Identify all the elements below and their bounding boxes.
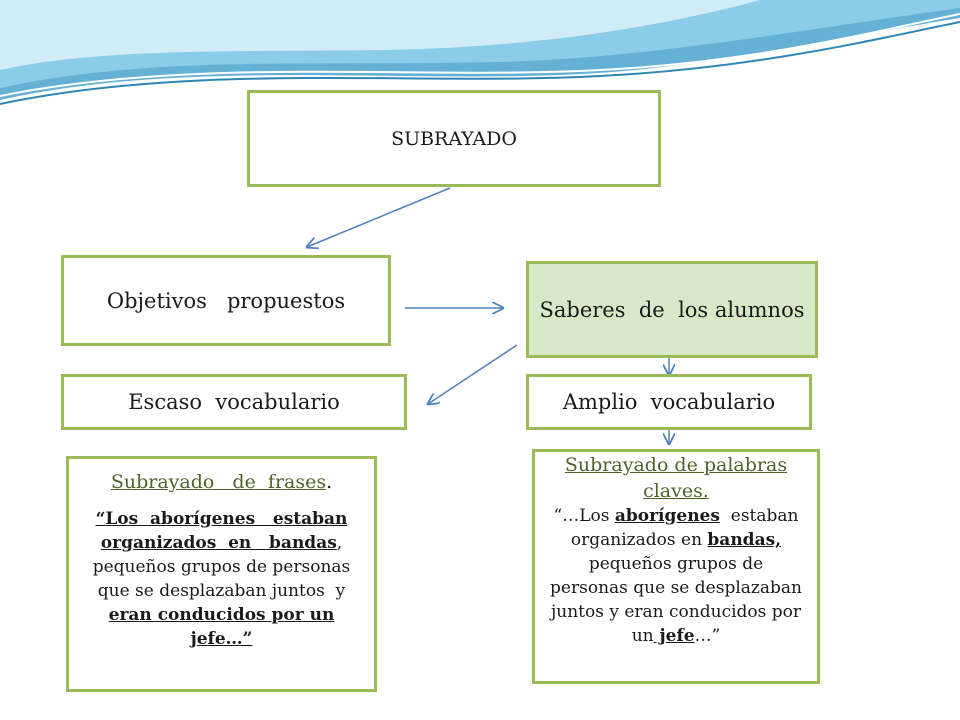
node-subrayado-label: SUBRAYADO — [391, 127, 517, 150]
claves-heading-1: Subrayado de palabras — [564, 454, 788, 476]
node-broad-label: Amplio vocabulario — [562, 390, 776, 414]
frases-quote-line-6 — [81, 627, 362, 651]
frases-quote-2: organizados en bandas — [100, 533, 337, 553]
node-scarce-label: Escaso vocabulario — [128, 390, 340, 414]
claves-line-4: personas que se desplazaban — [550, 578, 802, 598]
node-broad-vocabulary — [526, 374, 812, 430]
node-knowledge — [526, 261, 818, 358]
claves-l2-key: bandas, — [707, 530, 782, 550]
node-knowledge-label: Saberes de los alumnos — [539, 297, 805, 322]
claves-l6-pre: un — [631, 626, 654, 646]
node-objectives — [61, 255, 391, 346]
claves-heading-2-line — [543, 478, 809, 504]
node-keyword-underlining — [532, 449, 820, 684]
frases-spacer — [81, 495, 362, 507]
arrow-title-to-objectives — [307, 188, 450, 247]
claves-line-1 — [543, 504, 809, 528]
frases-quote-line-4: que se desplazaban juntos y — [97, 581, 346, 601]
frases-heading-tail: . — [326, 471, 333, 493]
frases-quote-line-1 — [81, 507, 362, 531]
claves-l1-pre: “…Los — [553, 506, 615, 526]
claves-l1-post: estaban — [719, 506, 799, 526]
claves-l6-key: jefe — [653, 626, 695, 646]
frases-quote-line-3: pequeños grupos de personas — [92, 557, 351, 577]
frases-quote-5: eran conducidos por un — [108, 605, 335, 625]
claves-heading-2: claves. — [643, 480, 709, 502]
frases-open-quote: “ — [95, 509, 106, 529]
node-scarce-vocabulary — [61, 374, 407, 430]
claves-line-2 — [543, 528, 809, 552]
frases-heading-line — [81, 469, 362, 495]
claves-l2-pre: organizados en — [570, 530, 708, 550]
node-objectives-label: Objetivos propuestos — [106, 288, 346, 313]
frases-quote-6: jefe…” — [190, 629, 253, 649]
claves-line-6 — [543, 624, 809, 648]
frases-quote-2-tail: , — [336, 533, 343, 553]
claves-l1-key: aborígenes — [614, 506, 720, 526]
arrow-knowledge-to-scarce — [428, 345, 517, 404]
frases-heading: Subrayado de frases — [110, 471, 327, 493]
frases-quote-line-2 — [81, 531, 362, 555]
node-phrase-underlining — [66, 456, 377, 692]
claves-l6-post: …” — [694, 626, 721, 646]
frases-quote-1: Los aborígenes estaban — [105, 509, 348, 529]
claves-line-5: juntos y eran conducidos por — [550, 602, 802, 622]
claves-line-3: pequeños grupos de — [588, 554, 764, 574]
frases-quote-line-5 — [81, 603, 362, 627]
node-subrayado — [247, 90, 661, 187]
